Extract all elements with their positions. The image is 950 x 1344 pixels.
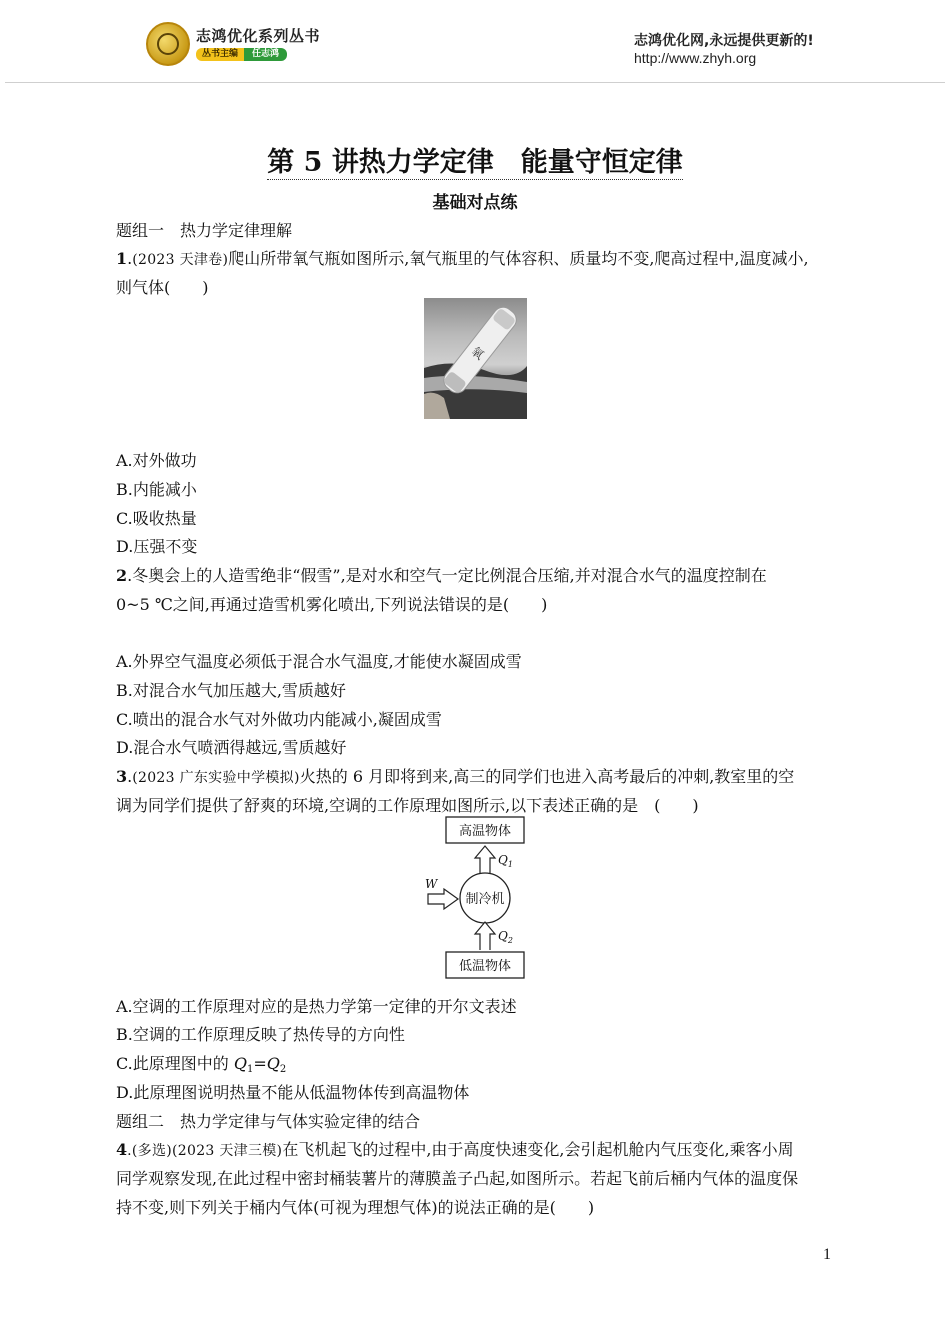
series-title: 志鸿优化系列丛书 <box>196 27 321 45</box>
question-4-line-3: 持不变,则下列关于桶内气体(可视为理想气体)的说法正确的是( ) <box>116 1198 595 1217</box>
question-3-option-b: B.空调的工作原理反映了热传导的方向性 <box>116 1025 405 1044</box>
question-1-line-1: 1.(2023 天津卷)爬山所带氧气瓶如图所示,氧气瓶里的气体容积、质量均不变,爬高过程中,温度减小, <box>116 249 809 268</box>
question-3-line-2: 调为同学们提供了舒爽的环境,空调的工作原理如图所示,以下表述正确的是 ( ) <box>116 796 699 815</box>
page-number: 1 <box>823 1246 831 1263</box>
header-divider <box>5 82 945 83</box>
question-3-option-c: C.此原理图中的 Q1=Q2 <box>116 1054 287 1075</box>
question-2-option-a: A.外界空气温度必须低于混合水气温度,才能使水凝固成雪 <box>116 652 522 671</box>
question-1-option-c: C.吸收热量 <box>116 509 197 528</box>
question-2-option-c: C.喷出的混合水气对外做功内能减小,凝固成雪 <box>116 710 442 729</box>
svg-text:氧: 氧 <box>468 343 487 363</box>
question-3-option-a: A.空调的工作原理对应的是热力学第一定律的开尔文表述 <box>116 997 517 1016</box>
question-3-line-1: 3.(2023 广东实验中学模拟)火热的 6 月即将到来,高三的同学们也进入高考最后的冲刺,教室里的空 <box>116 767 795 786</box>
question-1-option-d: D.压强不变 <box>116 537 198 556</box>
editor-name: 任志鸿 <box>244 48 287 61</box>
refrigerator-label: 制冷机 <box>465 892 505 907</box>
work-arrow <box>428 889 458 909</box>
header-url[interactable]: http://www.zhyh.org <box>634 50 757 66</box>
question-2-line-2: 0~5 ℃之间,再通过造雪机雾化喷出,下列说法错误的是( ) <box>116 595 548 614</box>
editor-label: 丛书主编 <box>196 48 244 61</box>
publisher-logo <box>146 22 190 66</box>
work-label: W <box>425 877 438 891</box>
question-2-option-b: B.对混合水气加压越大,雪质越好 <box>116 681 346 700</box>
q1-label: $Q_1$ <box>498 853 513 869</box>
question-4-line-1: 4.(多选)(2023 天津三模)在飞机起飞的过程中,由于高度快速变化,会引起机舱内气压变化,乘客小周 <box>116 1140 794 1159</box>
q2-heat-arrow <box>475 922 495 950</box>
low-temp-label: 低温物体 <box>458 959 512 974</box>
question-4-line-2: 同学观察发现,在此过程中密封桶装薯片的薄膜盖子凸起,如图所示。若起飞前后桶内气体的温度保 <box>116 1169 799 1188</box>
question-1-line-2: 则气体( ) <box>116 278 209 297</box>
oxygen-bottle-photo <box>424 298 527 419</box>
question-3-option-d: D.此原理图说明热量不能从低温物体传到高温物体 <box>116 1083 470 1102</box>
question-2-line-1: 2.冬奥会上的人造雪绝非“假雪”,是对水和空气一定比例混合压缩,并对混合水气的温度控制在 <box>116 566 767 585</box>
editor-badge <box>196 48 287 61</box>
q1-heat-arrow <box>475 846 495 876</box>
question-1-option-b: B.内能减小 <box>116 480 197 499</box>
page-title: 第 5 讲热力学定律 能量守恒定律 <box>267 147 683 178</box>
high-temp-label: 高温物体 <box>458 824 512 839</box>
group-heading-1: 题组一 热力学定律理解 <box>116 221 293 240</box>
header-slogan: 志鸿优化网,永远提供更新的! <box>634 33 814 49</box>
question-1-option-a: A.对外做功 <box>116 451 197 470</box>
section-title: 基础对点练 <box>432 193 518 213</box>
question-2-option-d: D.混合水气喷洒得越远,雪质越好 <box>116 738 347 757</box>
group-heading-2: 题组二 热力学定律与气体实验定律的结合 <box>116 1112 421 1131</box>
refrigerator-principle-diagram <box>422 814 532 982</box>
q2-label: $Q_2$ <box>498 929 513 945</box>
